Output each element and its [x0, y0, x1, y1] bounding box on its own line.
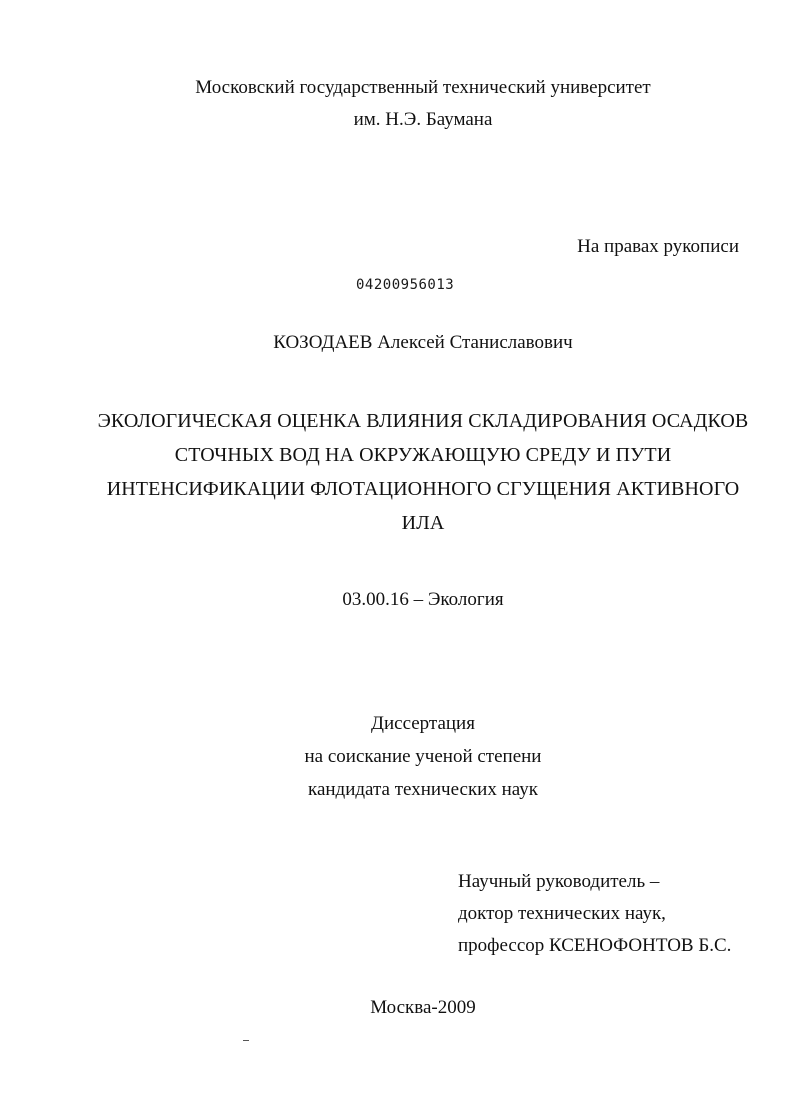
title-line: ИНТЕНСИФИКАЦИИ ФЛОТАЦИОННОГО СГУЩЕНИЯ АКТИВНОГО: [106, 478, 740, 500]
city-year: Москва-2009: [370, 997, 476, 1018]
rights-note: На правах рукописи: [577, 236, 739, 257]
scan-speck: [243, 1040, 249, 1041]
supervisor-label: Научный руководитель –: [458, 871, 660, 892]
supervisor-name: профессор КСЕНОФОНТОВ Б.С.: [458, 935, 732, 956]
title-line: ИЛА: [401, 512, 445, 534]
author-name: КОЗОДАЕВ Алексей Станиславович: [273, 332, 573, 353]
university-name: Московский государственный технический университет: [195, 77, 651, 98]
dissertation-title: [0, 404, 799, 540]
title-line: СТОЧНЫХ ВОД НА ОКРУЖАЮЩУЮ СРЕДУ И ПУТИ: [174, 444, 672, 466]
university-named-after: им. Н.Э. Баумана: [353, 109, 493, 130]
degree-purpose: на соискание ученой степени: [304, 746, 542, 767]
catalog-code: 04200956013: [356, 277, 455, 293]
dissertation-label: Диссертация: [371, 713, 475, 734]
supervisor-degree: доктор технических наук,: [458, 903, 666, 924]
specialty-code: 03.00.16 – Экология: [342, 589, 504, 610]
degree-name: кандидата технических наук: [308, 779, 538, 800]
title-line: ЭКОЛОГИЧЕСКАЯ ОЦЕНКА ВЛИЯНИЯ СКЛАДИРОВАНИЯ ОСАДКОВ: [97, 410, 749, 432]
